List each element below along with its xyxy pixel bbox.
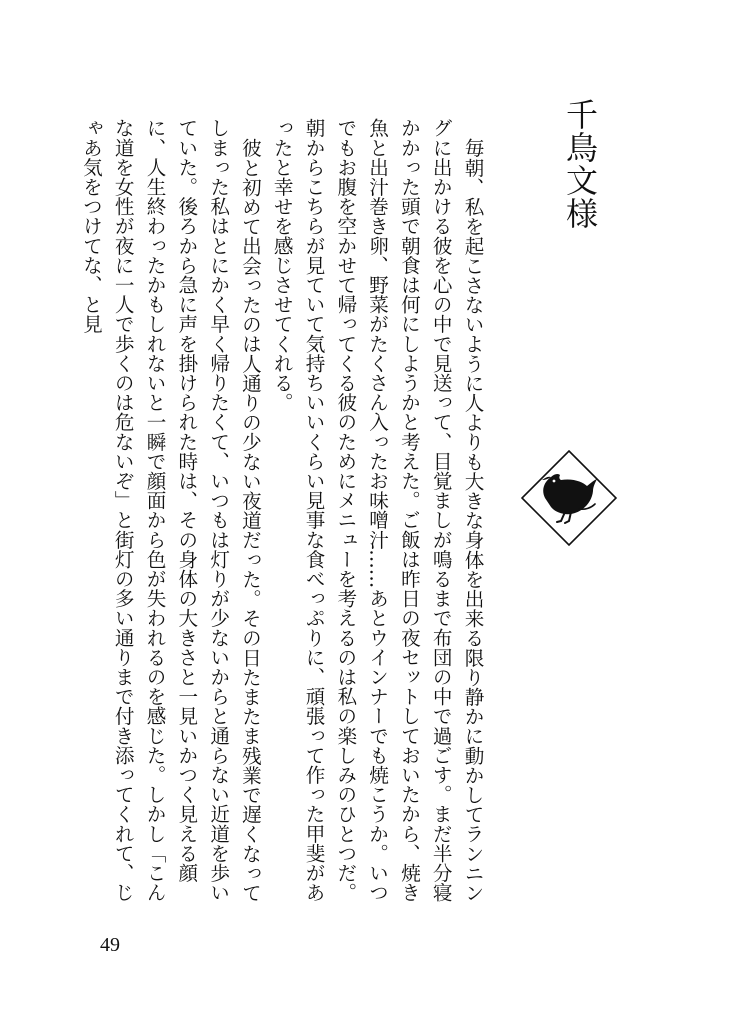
paragraph-1: 毎朝、私を起こさないように人よりも大きな身体を出来る限り静かに動かしてランニングに出かける彼を心の中で見送って、目覚ましが鳴るまで布団の中で過ごす。まだ半分寝かかった頭で朝食は何にしようかと考えた。ご飯は昨日の夜セットしておいたから、焼き魚と出汁巻き卵、野菜がたくさん入ったお味噌汁……あとウインナーでも焼こうか。いつでもお腹を空かせて帰ってくる彼のためにメニューを考えるのは私の楽しみのひとつだ。朝からこちらが見ていて気持ちいいくらい見事な食べっぷりに、頑張って作った甲斐があったと幸せを感じさせてくれる。 (270, 118, 484, 902)
body-text (79, 118, 488, 918)
chidori-bird-icon (542, 474, 597, 523)
paragraph-2: 彼と初めて出会ったのは人通りの少ない夜道だった。その日たまたま残業で遅くなってしまった私はとにかく早く帰りたくて、いつもは灯りが少ないからと通らない近道を歩いていた。後ろから急に声を掛けられた時は、その身体の大きさと一見いかつく見える顔に、人生終わったかもしれないと一瞬で顔面から色が失われるのを感じた。しかし「こんな道を女性が夜に一人で歩くのは危ないぞ」と街灯の多い通りまで付き添ってくれて、じゃあ気をつけてな、と見 (79, 118, 262, 902)
chapter-title: 千鳥文様 (561, 98, 599, 230)
chidori-emblem (521, 450, 617, 546)
page-number: 49 (100, 934, 120, 956)
